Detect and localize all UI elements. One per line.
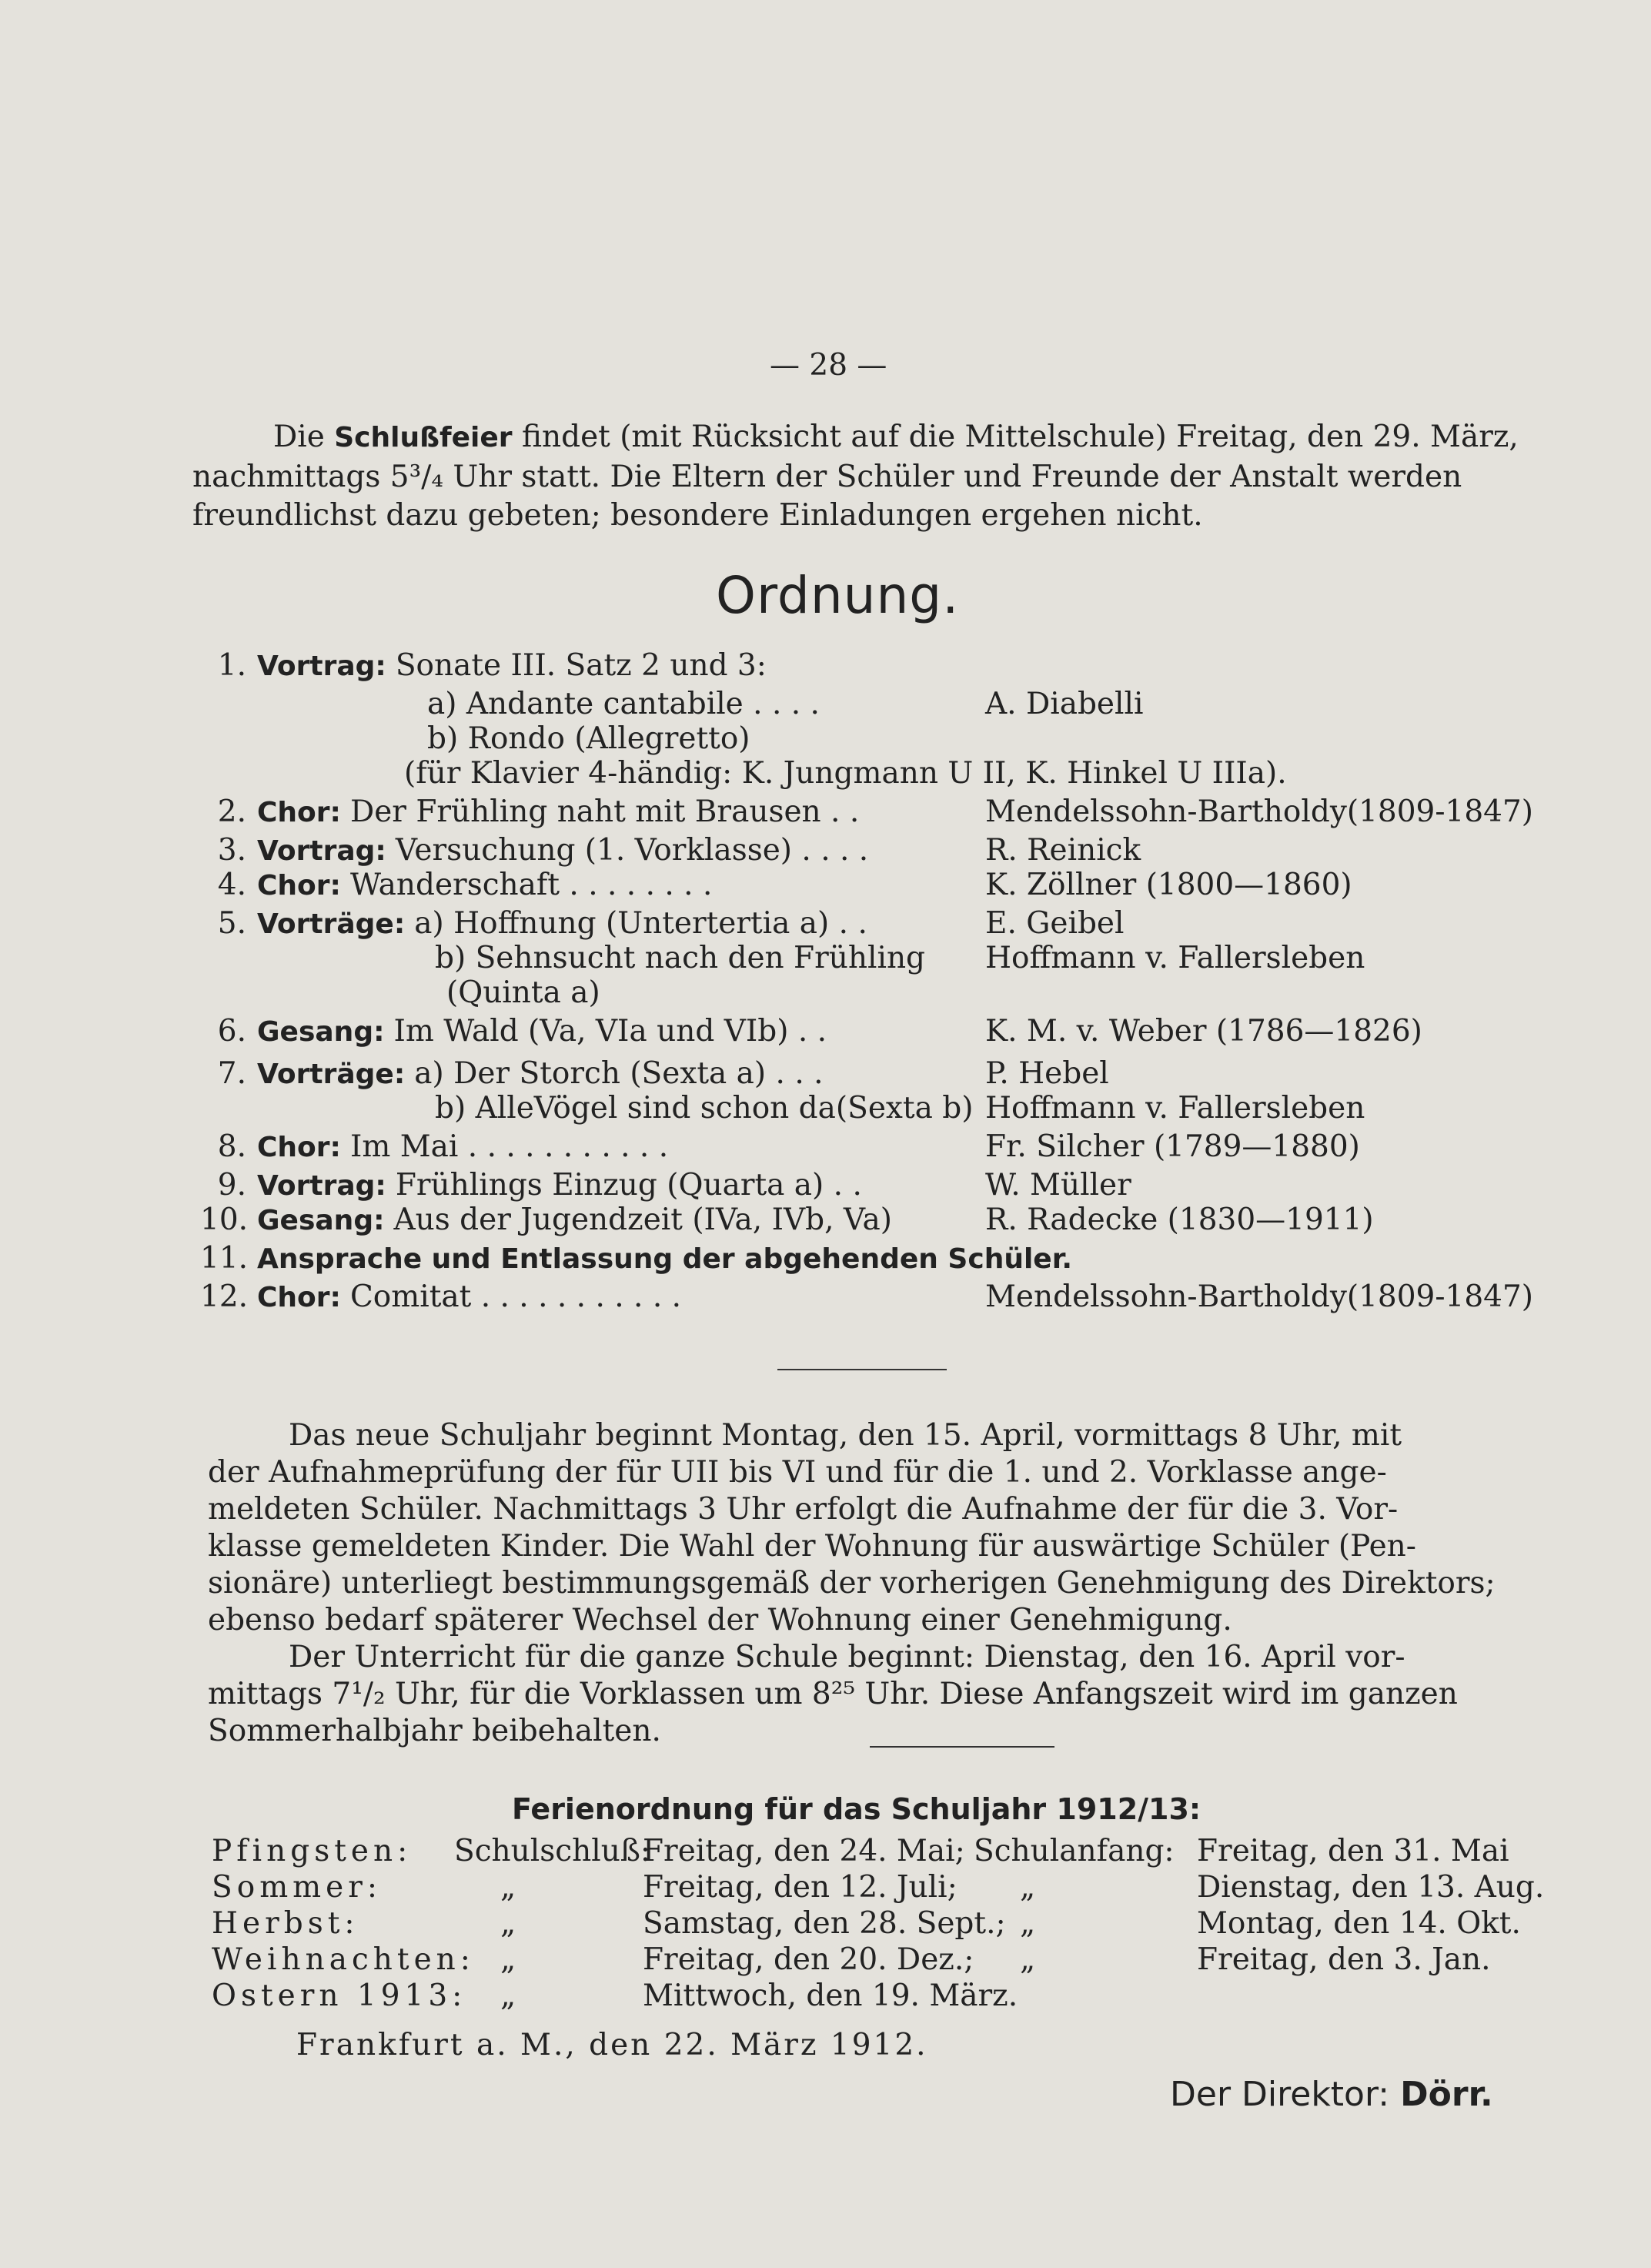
ferien-schluss: Freitag, den 20. Dez.; — [643, 1942, 974, 1977]
schuljahr-line-2: der Aufnahmeprüfung der für UII bis VI und für die 1. und 2. Vorklasse ange- — [208, 1455, 1387, 1490]
ferien-anfang: Montag, den 14. Okt. — [1197, 1906, 1521, 1941]
program-author: Fr. Silcher (1789—1880) — [985, 1129, 1360, 1164]
program-label: Vorträge: — [257, 1059, 406, 1090]
ferien-schluss-label: „ — [500, 1979, 516, 2013]
program-text: a) Hoffnung (Untertertia a) . . — [414, 906, 867, 941]
place-date: Frankfurt a. M., den 22. März 1912. — [296, 2028, 928, 2062]
intro-bold: Schlußfeier — [334, 422, 513, 453]
program-text: Aus der Jugendzeit (IVa, IVb, Va) — [393, 1203, 892, 1237]
program-number: 9. — [217, 1168, 246, 1203]
unterricht-line-3: Sommerhalbjahr beibehalten. — [208, 1714, 661, 1748]
ferien-schluss: Freitag, den 12. Juli; — [643, 1870, 958, 1905]
schuljahr-line-4: klasse gemeldeten Kinder. Die Wahl der Wohnung für auswärtige Schüler (Pen- — [208, 1529, 1416, 1564]
program-row — [200, 1091, 974, 1126]
program-label: Chor: — [257, 797, 341, 828]
program-number: 10. — [200, 1203, 249, 1237]
program-text: a) Andante cantabile . . . . — [427, 687, 820, 721]
ferien-schluss-label: „ — [500, 1906, 516, 1941]
program-row — [200, 975, 600, 1010]
intro-line-3: freundlichst dazu gebeten; besondere Einladungen ergehen nicht. — [192, 498, 1203, 533]
unterricht-line-1: Der Unterricht für die ganze Schule beginnt: Dienstag, den 16. April vor- — [289, 1640, 1405, 1674]
program-author: R. Reinick — [985, 833, 1141, 868]
program-number: 3. — [217, 833, 246, 868]
program-text: Im Wald (Va, VIa und VIb) . . — [393, 1014, 827, 1049]
program-author: Mendelssohn-Bartholdy(1809-1847) — [985, 1280, 1533, 1314]
program-row — [200, 1282, 681, 1312]
program-text: b) Rondo (Allegretto) — [427, 721, 750, 756]
program-row — [200, 1241, 1081, 1276]
divider — [870, 1746, 1054, 1748]
program-label: Vortrag: — [257, 835, 386, 867]
ferien-name: Pfingsten: — [212, 1834, 413, 1868]
program-label: Vorträge: — [257, 908, 406, 940]
program-author: K. M. v. Weber (1786—1826) — [985, 1014, 1422, 1049]
program-label: Vortrag: — [257, 651, 386, 682]
program-author: W. Müller — [985, 1168, 1131, 1203]
ferien-anfang: Freitag, den 31. Mai — [1197, 1834, 1509, 1868]
program-label: Chor: — [257, 870, 341, 902]
program-text: Frühlings Einzug (Quarta a) . . — [395, 1168, 862, 1203]
ferien-title: Ferienordnung für das Schuljahr 1912/13: — [512, 1792, 1201, 1826]
ferien-anfang: Freitag, den 3. Jan. — [1197, 1942, 1491, 1977]
ferien-anfang-label: „ — [1020, 1906, 1036, 1941]
schuljahr-line-6: ebenso bedarf späterer Wechsel der Wohnung einer Genehmigung. — [208, 1603, 1232, 1637]
intro-post: findet (mit Rücksicht auf die Mittelschule) Freitag, den 29. März, — [512, 420, 1519, 454]
intro-line-1 — [273, 422, 1519, 452]
program-text: Versuchung (1. Vorklasse) . . . . — [395, 833, 869, 868]
ferien-schluss: Mittwoch, den 19. März. — [643, 1979, 1018, 2013]
program-text: (Quinta a) — [446, 975, 600, 1010]
program-row — [200, 794, 860, 829]
program-row — [200, 756, 1287, 791]
ferien-anfang: Dienstag, den 13. Aug. — [1197, 1870, 1545, 1905]
program-author: Mendelssohn-Bartholdy(1809-1847) — [985, 794, 1533, 829]
program-author: Hoffmann v. Fallersleben — [985, 941, 1365, 975]
schuljahr-line-5: sionäre) unterliegt bestimmungsgemäß der vorherigen Genehmigung des Direktors; — [208, 1566, 1496, 1601]
ferien-name: Ostern 1913: — [212, 1979, 467, 2013]
program-author: E. Geibel — [985, 906, 1125, 941]
program-number: 4. — [217, 868, 246, 902]
program-number: 8. — [217, 1129, 246, 1164]
program-row — [200, 943, 925, 973]
ferien-schluss: Freitag, den 24. Mai; — [643, 1834, 965, 1868]
ferien-anfang-label: „ — [1020, 1942, 1036, 1977]
program-row — [200, 1014, 827, 1049]
program-row — [200, 870, 712, 900]
program-text: b) Sehnsucht nach den Frühling — [435, 941, 926, 975]
program-row — [200, 1205, 892, 1235]
program-text: Im Mai . . . . . . . . . . . — [349, 1129, 669, 1164]
program-row — [200, 833, 869, 868]
program-row — [200, 1129, 669, 1164]
ferien-name: Sommer: — [212, 1870, 383, 1905]
program-row — [200, 721, 750, 756]
schuljahr-line-1: Das neue Schuljahr beginnt Montag, den 15. April, vormittags 8 Uhr, mit — [289, 1418, 1402, 1453]
program-author: R. Radecke (1830—1911) — [985, 1203, 1374, 1237]
ferien-schluss-label: „ — [500, 1870, 516, 1905]
program-label: Gesang: — [257, 1016, 385, 1048]
program-number: 6. — [217, 1014, 246, 1049]
unterricht-line-2: mittags 7¹/₂ Uhr, für die Vorklassen um 8²⁵ Uhr. Diese Anfangszeit wird im ganzen — [208, 1677, 1458, 1711]
ferien-anfang-label: „ — [1020, 1870, 1036, 1905]
ordnung-title: Ordnung. — [716, 566, 960, 625]
program-row — [200, 906, 867, 941]
divider — [777, 1369, 947, 1370]
program-row — [200, 648, 767, 683]
intro-pre: Die — [273, 420, 335, 454]
program-number: 7. — [217, 1056, 246, 1091]
program-text: Comitat . . . . . . . . . . . — [349, 1280, 682, 1314]
program-text: (für Klavier 4-händig: K. Jungmann U II, K. Hinkel U IIIa). — [404, 756, 1287, 791]
program-number: 12. — [200, 1280, 249, 1314]
program-text: Sonate III. Satz 2 und 3: — [395, 648, 767, 683]
ferien-anfang-label: Schulanfang: — [974, 1834, 1175, 1868]
program-author: A. Diabelli — [985, 687, 1144, 721]
ferien-schluss-label: „ — [500, 1942, 516, 1977]
program-text: a) Der Storch (Sexta a) . . . — [414, 1056, 824, 1091]
program-number: 5. — [217, 906, 246, 941]
ferien-schluss-label: Schulschluß: — [454, 1834, 651, 1868]
program-text: Der Frühling naht mit Brausen . . — [349, 794, 860, 829]
page-number: — 28 — — [770, 348, 887, 383]
ferien-schluss: Samstag, den 28. Sept.; — [643, 1906, 1006, 1941]
director-label: Der Direktor: — [1170, 2075, 1390, 2114]
program-text: Wanderschaft . . . . . . . . — [349, 868, 713, 902]
program-author: Hoffmann v. Fallersleben — [985, 1091, 1365, 1126]
ferien-name: Weihnachten: — [212, 1942, 475, 1977]
schuljahr-line-3: meldeten Schüler. Nachmittags 3 Uhr erfolgt die Aufnahme der für die 3. Vor- — [208, 1492, 1399, 1527]
program-row — [200, 689, 820, 719]
program-text: b) AlleVögel sind schon da(Sexta b) — [435, 1091, 974, 1126]
program-label: Chor: — [257, 1132, 341, 1163]
program-label: Vortrag: — [257, 1170, 386, 1202]
director-signature — [1170, 2075, 1493, 2114]
program-label: Ansprache und Entlassung der abgehenden Schüler. — [257, 1243, 1073, 1275]
program-number: 1. — [217, 648, 246, 683]
ferien-name: Herbst: — [212, 1906, 359, 1941]
program-row — [200, 1168, 862, 1203]
program-number: 2. — [217, 794, 246, 829]
program-author: K. Zöllner (1800—1860) — [985, 868, 1352, 902]
program-label: Chor: — [257, 1282, 341, 1313]
program-author: P. Hebel — [985, 1056, 1109, 1091]
director-name: Dörr. — [1400, 2075, 1493, 2114]
program-label: Gesang: — [257, 1205, 385, 1236]
intro-line-2: nachmittags 5³/₄ Uhr statt. Die Eltern der Schüler und Freunde der Anstalt werden — [192, 460, 1462, 494]
program-row — [200, 1056, 824, 1091]
program-number: 11. — [200, 1241, 249, 1276]
